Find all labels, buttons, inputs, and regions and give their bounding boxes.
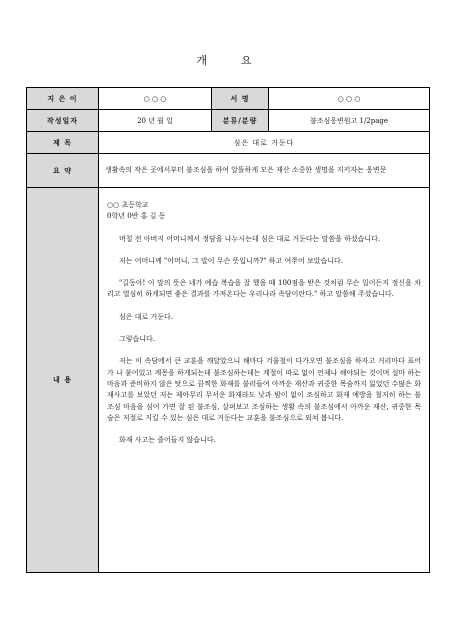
page-title-char: 요 — [241, 54, 254, 67]
summary-row — [27, 154, 430, 188]
content-paragraph: 화재 사고는 즐어들지 않습니다. — [119, 436, 216, 445]
author-value: ○ ○ ○ — [99, 88, 212, 110]
content-label: 내 용 — [27, 188, 99, 573]
date-value: 20 년 월 일 — [99, 110, 212, 132]
content-body — [99, 188, 430, 573]
speaker-info — [107, 200, 421, 223]
content-paragraph: 저는 어머니께 "어머니, 그 말이 무슨 뜻입니까?" 하고 여쭈어 보았습니다. — [119, 256, 344, 265]
overview-form-table — [26, 87, 430, 573]
page-title-char: 개 — [196, 54, 209, 67]
page-title — [0, 52, 450, 68]
signature-label: 서 명 — [212, 88, 269, 110]
date-label: 작성일자 — [27, 110, 99, 132]
date-row — [27, 110, 430, 132]
summary-value: 생활속의 작은 곳에서부터 불조심을 하여 알뜰하게 모은 재산 소중한 생명을 지키자는 웅변문 — [99, 154, 430, 188]
content-paragraph: 며칠 전 아버지 어머니께서 정담을 나누시는데 심은 대로 거둔다는 말씀을 하셨습니다. — [119, 234, 381, 243]
content-paragraph: 저는 이 속담에서 큰 교훈을 깨달았으니 해마다 겨울철이 다가오면 불조심을 하자고 거리마다 표어가 나 붙어있고 계몽을 하게되는데 불조심하는데는 계절이 따로 없이 언제나 해야되는 것이며 설마 하는 마음과 준비하지 않은 탓으로 끔찍한 화재를 불러들여 아까운 재산과 귀중한 목숨까지 잃었던 수많은 화재사고를 보았던 저는 제아무리 무서운 화재라도 낮과 밤이 없이 조심하고 화재 예방을 철저히 하는 불조심 마음을 심어 가면 잘 된 불조심, 살펴보고 조심하는 생활 속의 불조심에서 아까운 재산, 귀중한 목숨은 저절로 지킬 수 있는 심은 대로 거둔다는 교훈을 불조심으로 외쳐 봅니다. — [107, 357, 421, 422]
author-label: 지 은 이 — [27, 88, 99, 110]
subject-value: 심은 대로 거둔다 — [99, 132, 430, 154]
signature-value: ○ ○ ○ — [269, 88, 430, 110]
category-value: 불조심웅변원고 1/2page — [269, 110, 430, 132]
content-paragraph: 그렇습니다. — [119, 335, 156, 344]
school-name: ○○ 초등학교 — [107, 201, 149, 209]
content-row — [27, 188, 430, 573]
subject-label: 제 목 — [27, 132, 99, 154]
category-label: 분류/분량 — [212, 110, 269, 132]
student-name: 0학년 0반 홍 길 동 — [107, 212, 166, 221]
summary-label: 요 약 — [27, 154, 99, 188]
content-paragraph: 심은 대로 거둔다. — [119, 312, 174, 321]
content-paragraph: "길동아! 이 말의 뜻은 네가 예습 복습을 잘 했을 때 100점을 받은 것처럼 무슨 일이든지 정신을 차리고 열심히 하게되면 좋은 결과를 가져온다는 우리나라 속담이란다." 하고 말씀해 주셨습니다. — [107, 279, 421, 299]
author-row — [27, 88, 430, 110]
subject-row — [27, 132, 430, 154]
